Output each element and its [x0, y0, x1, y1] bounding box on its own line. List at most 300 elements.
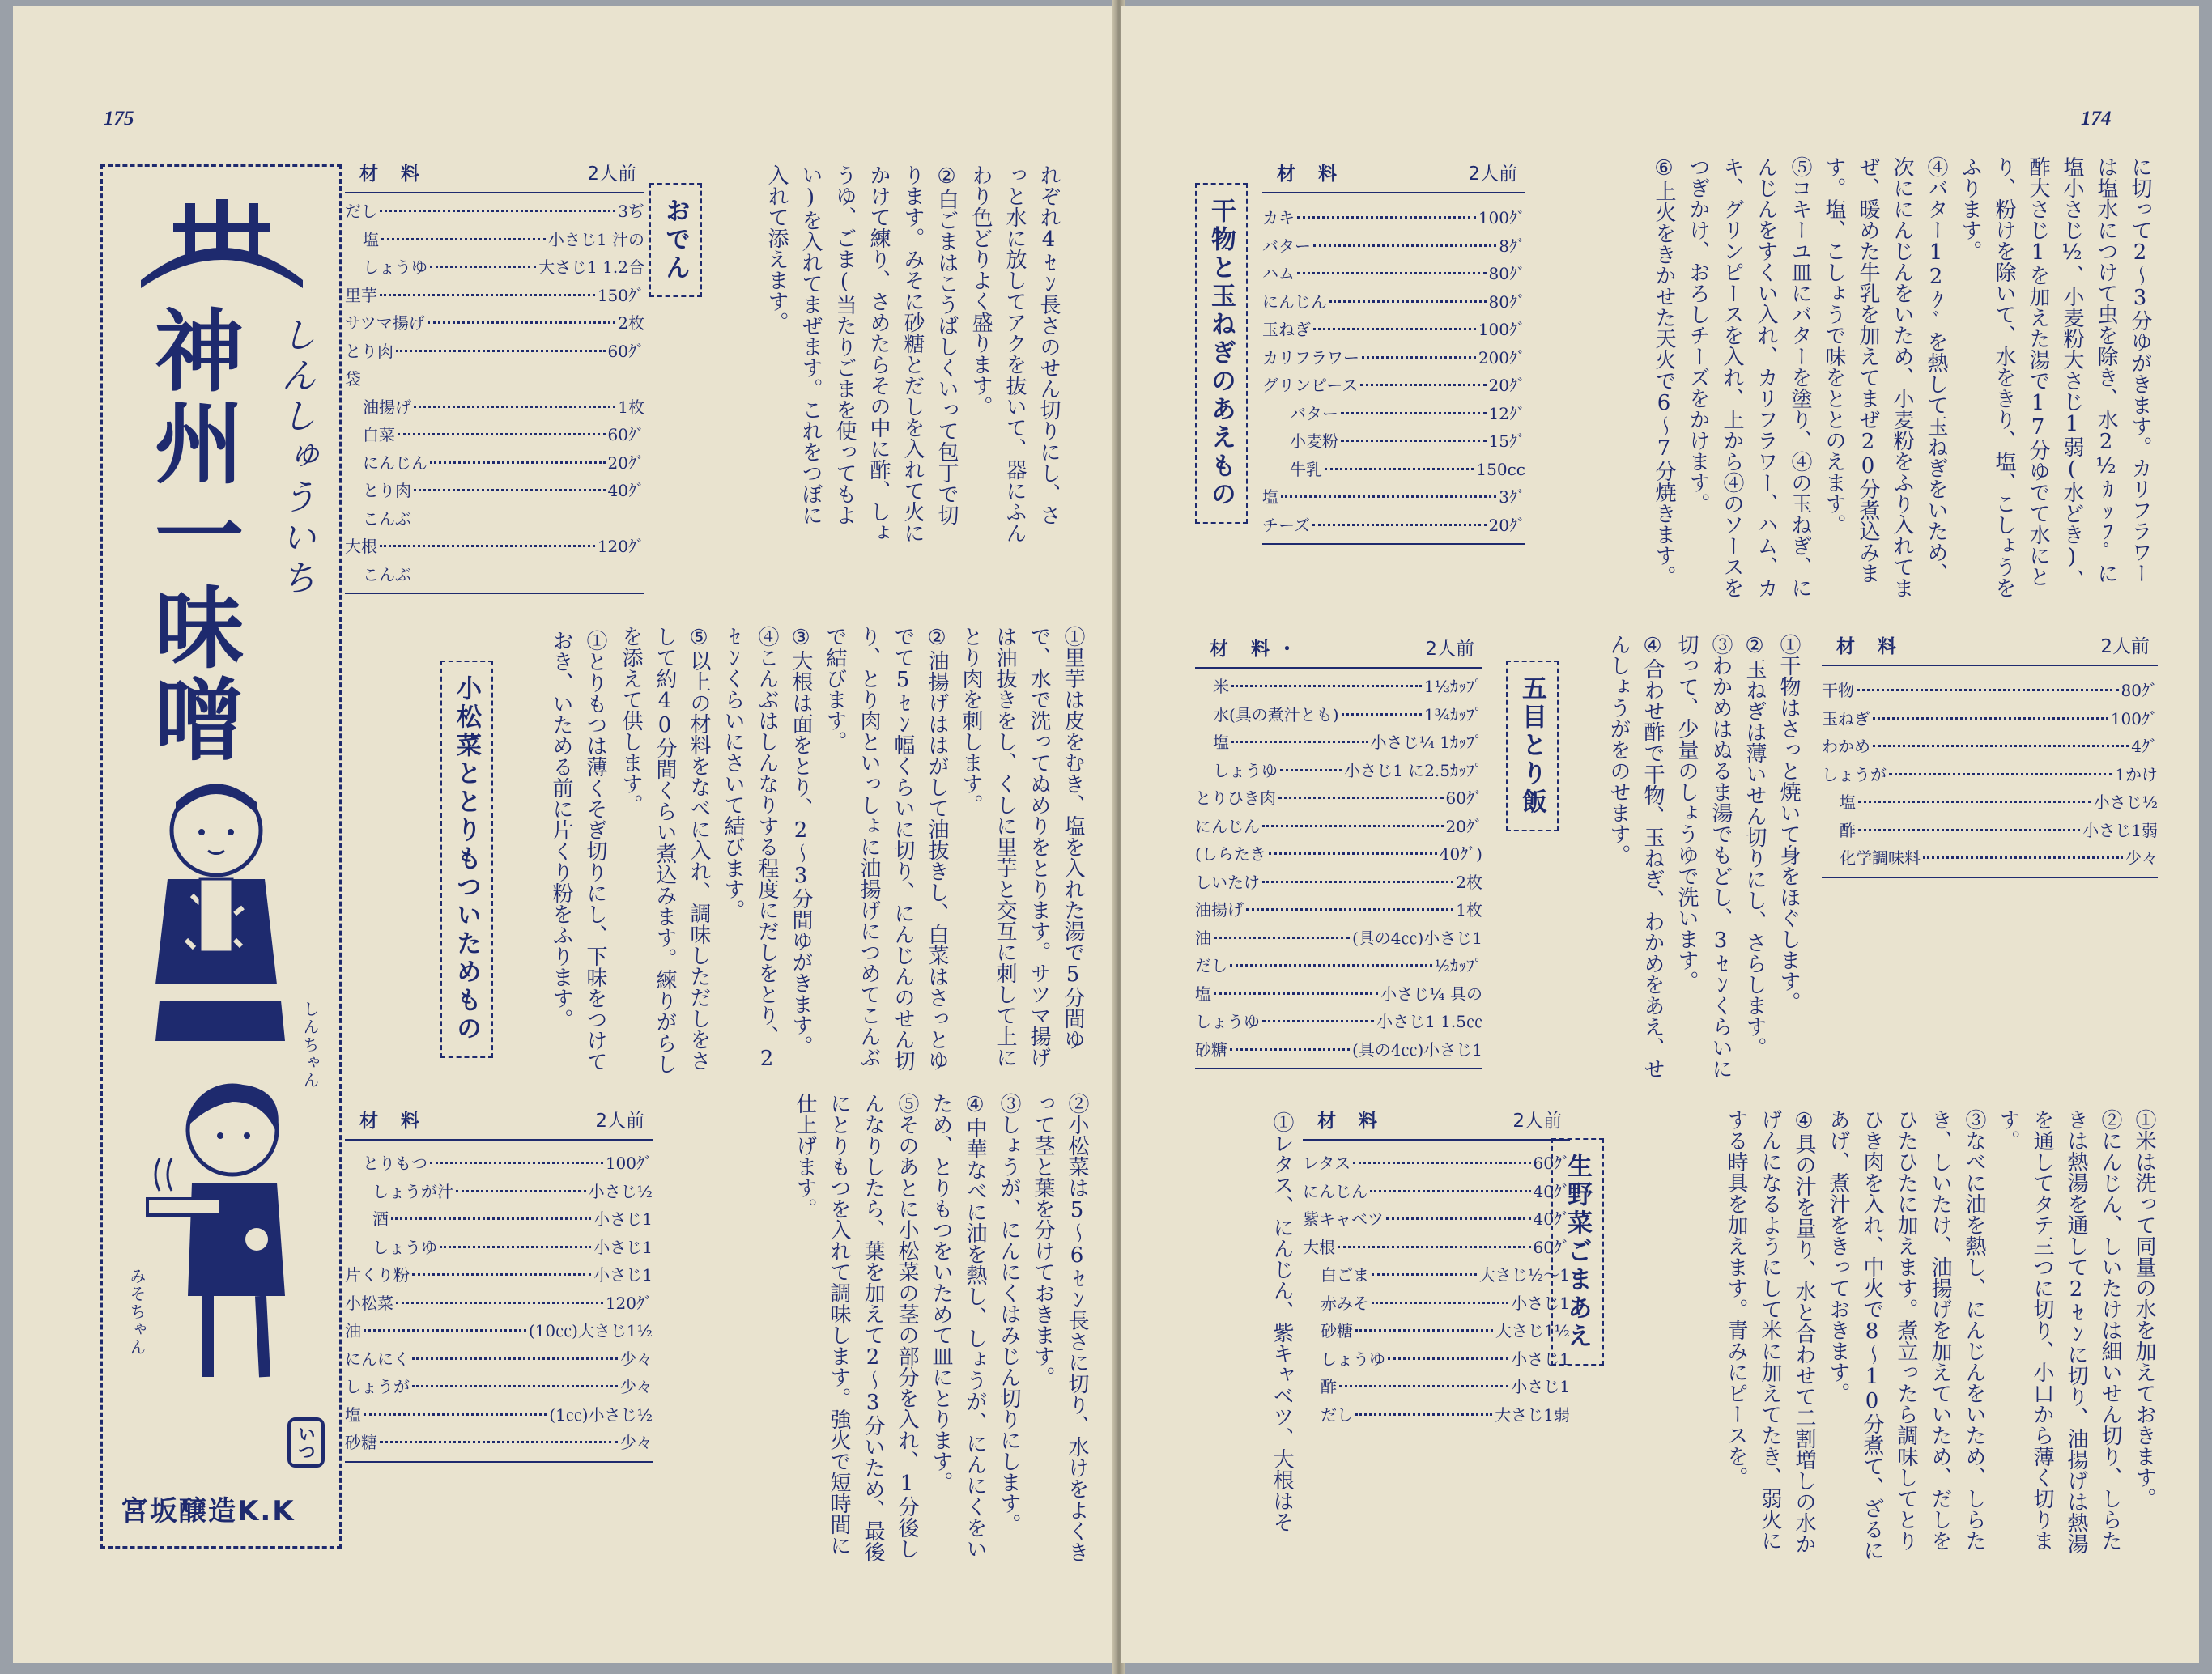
ingredient-name: しいたけ [1195, 872, 1260, 892]
ingredient-name: 袋 [345, 369, 361, 389]
brand-reading: しんしゅういち [274, 317, 316, 600]
ingredient-name: レタス [1303, 1154, 1351, 1173]
ingredient-amount: 80ｸﾞ [1488, 264, 1525, 283]
ingredient-name: ハム [1262, 264, 1295, 283]
dot-leader [1873, 717, 2108, 720]
ingredient-row [1303, 1262, 1570, 1290]
seal-stamp: いつ [287, 1417, 325, 1468]
dot-leader [430, 266, 536, 268]
miso-advertisement [100, 164, 342, 1549]
ingredient-row [1822, 762, 2158, 790]
ingredient-name: 里芋 [345, 285, 377, 305]
ingredient-amount: 80ｸﾞ [2121, 681, 2158, 700]
ingredient-row [1262, 512, 1525, 541]
ingredient-row [1822, 789, 2158, 818]
dot-leader [430, 1162, 603, 1164]
ingredient-name: バター [1290, 403, 1338, 423]
ingredient-header: 材 料・ 2人前 [1195, 634, 1482, 669]
mascot-caption-misochan: みそちゃん [127, 1268, 147, 1357]
ingredient-amount: 小さじ1 1.5㏄ [1376, 1012, 1482, 1031]
ingredient-amount: 3ｸﾞ [1499, 487, 1525, 507]
dot-leader [1297, 272, 1487, 274]
ingredient-name: 大根 [345, 537, 377, 556]
gomoku-title: 五目とり飯 [1506, 661, 1559, 831]
ingredient-amount: 200ｸﾞ [1478, 347, 1525, 368]
ingredient-row [1195, 1009, 1482, 1037]
dot-leader [1341, 412, 1487, 414]
ingredient-name: 砂糖 [1321, 1321, 1353, 1340]
dot-leader [391, 1217, 591, 1220]
ingredient-name: 玉ねぎ [1262, 320, 1311, 339]
ingredient-row [1195, 841, 1482, 869]
ingredient-name: 小麦粉 [1290, 431, 1338, 451]
ingredient-name: グリンピース [1262, 376, 1359, 395]
page-175 [13, 6, 1116, 1663]
ingredient-amount: 小さじ1 [593, 1237, 653, 1257]
dot-leader [380, 210, 615, 212]
ingredient-name: しょうゆ [1321, 1349, 1385, 1369]
ingredient-amount: 20ｸﾞ [1488, 376, 1525, 395]
ingredient-row [345, 533, 644, 562]
ingredient-row [345, 1206, 653, 1234]
ingredient-amount: 60ｸﾞ [1533, 1154, 1570, 1173]
ingredient-row [1262, 484, 1525, 512]
ingredient-row [1195, 925, 1482, 954]
ingredient-name: わかめ [1822, 737, 1870, 756]
ingredient-amount: 小さじ1弱 [2082, 820, 2158, 840]
ingredient-row [1262, 345, 1525, 373]
ingredient-row [1262, 205, 1525, 233]
dot-leader [1325, 468, 1474, 470]
ingredient-name: 酒 [372, 1209, 389, 1229]
ingredient-name: 油揚げ [1195, 900, 1244, 920]
ingredient-name: 片くり粉 [345, 1265, 410, 1285]
ingredient-amount: (1㏄)小さじ½ [549, 1404, 653, 1425]
ingredient-amount: 80ｸﾞ [1488, 291, 1525, 312]
ingredient-name: 酢 [1321, 1377, 1337, 1396]
dot-leader [428, 321, 615, 324]
ingredient-amount: 100ｸﾞ [2110, 708, 2158, 729]
ingredient-header: 材 料 2人前 [345, 1106, 653, 1141]
dot-leader [1341, 440, 1487, 442]
dot-leader [1329, 300, 1487, 303]
ingredient-amount: 20ｸﾞ [1445, 816, 1482, 836]
ingredient-name: 塩 [1195, 984, 1211, 1004]
ingredient-name: 大根 [1303, 1237, 1335, 1257]
company-name: 宮坂醸造K.K [121, 1495, 296, 1527]
dot-leader [1857, 689, 2119, 691]
ingredient-amount: 1かけ [2115, 764, 2158, 784]
ingredient-name: 塩 [345, 1404, 361, 1425]
ingredient-row [1195, 673, 1482, 702]
dot-leader [1370, 1190, 1531, 1192]
ingredient-row [1822, 818, 2158, 846]
ingredient-header: 材 料 2人前 [1822, 631, 2158, 666]
ingredient-amount: 20ｸﾞ [607, 452, 644, 473]
dot-leader [1873, 745, 2129, 747]
ingredient-name: しょうゆ [372, 1237, 437, 1257]
page-174 [1121, 6, 2199, 1663]
ingredient-name: しょうゆ [1213, 760, 1278, 780]
ingredient-amount: 1枚 [618, 397, 644, 417]
ingredient-row [1262, 261, 1525, 289]
svg-text:仙: 仙 [222, 247, 224, 249]
ingredient-row [345, 1430, 653, 1458]
ingredient-name: しょうゆ [363, 257, 428, 277]
oden-title: おでん [649, 183, 702, 297]
ingredient-row [345, 1150, 653, 1179]
dot-leader [1355, 1413, 1492, 1416]
ingredient-amount: 60ｸﾞ [1533, 1237, 1570, 1257]
ingredient-row [1303, 1150, 1570, 1179]
ingredient-name: 塩 [1213, 733, 1229, 752]
dot-leader [1281, 495, 1496, 498]
ingredient-amount: 大さじ1½ [1495, 1321, 1570, 1340]
gratin-ingredient-table [1262, 159, 1525, 545]
dot-leader [1355, 1329, 1493, 1332]
ingredient-row [1262, 401, 1525, 429]
ingredient-row [1822, 845, 2158, 873]
ingredient-name: 塩 [1262, 487, 1278, 507]
ingredient-row [1303, 1234, 1570, 1263]
ingredient-name: こんぶ [363, 564, 411, 584]
dot-leader [1230, 1048, 1350, 1051]
komatsuna-step-1: ①とりもつは薄くそぎ切りにし、下味をつけておき、いためる前に片くり粉をふります。 [549, 630, 607, 1072]
ingredient-row [1303, 1402, 1570, 1430]
dot-leader [364, 1413, 547, 1416]
dot-leader [1858, 801, 2091, 803]
ingredient-row [345, 198, 644, 227]
dot-leader [1312, 524, 1487, 526]
ingredient-row [1262, 428, 1525, 457]
ingredient-name: にんじん [1303, 1181, 1368, 1201]
dot-leader [1230, 964, 1432, 967]
ingredient-name: だし [1321, 1404, 1353, 1425]
ingredient-amount: 100ｸﾞ [1478, 320, 1525, 339]
ingredient-name: こんぶ [363, 508, 411, 529]
ingredient-row [1262, 457, 1525, 485]
ingredient-row [345, 283, 644, 311]
ingredient-name: バター [1262, 236, 1311, 256]
ingredient-amount: 12ｸﾞ [1488, 403, 1525, 423]
dot-leader [1339, 1385, 1508, 1387]
ingredient-name: 干物 [1822, 681, 1854, 700]
ingredient-amount: 小さじ¼ 1ｶｯﾌﾟ [1370, 733, 1482, 752]
ingredient-name: にんじん [1195, 816, 1260, 836]
oden-instructions-top: れぞれ4ｾﾝ長さのせん切りにし、さっと水に放してアクを抜いて、器にふんわり色どりよく盛ります。 ②白ごまはこうばしくいって包丁で切ります。みそに砂糖とだしを入れて火にかけて練り、さめたらその中に酢、しょうゆ、ごま(当たりごまを使ってもよい)を入れてまぜます。これをつぼに入れて添えます。 [764, 164, 1061, 543]
ingredient-name: 米 [1213, 677, 1229, 696]
dot-leader [1262, 825, 1444, 827]
mascot-caption-shinchan: しんちゃん [300, 1001, 320, 1090]
ingredient-name: カリフラワー [1262, 347, 1359, 368]
ingredient-amount: 100ｸﾞ [1478, 208, 1525, 227]
dot-leader [412, 1273, 591, 1276]
komatsuna-title: 小松菜ととりもついためもの [440, 661, 493, 1058]
ingredient-amount: 150cc [1476, 459, 1525, 479]
ingredient-amount: 少々 [620, 1349, 653, 1369]
ingredient-name: にんじん [363, 452, 428, 473]
dot-leader [1278, 797, 1444, 799]
dot-leader [1297, 216, 1476, 219]
ingredient-header: 材 料 2人前 [1303, 1106, 1570, 1141]
ingredient-name: 紫キャベツ [1303, 1209, 1384, 1229]
ingredient-name: サツマ揚げ [345, 313, 425, 333]
ingredient-row [1303, 1206, 1570, 1234]
ingredient-row [1822, 706, 2158, 734]
ingredient-amount: 小さじ1 [593, 1265, 653, 1285]
ingredient-amount: 1¾ｶｯﾌﾟ [1423, 704, 1482, 724]
ingredient-row [345, 450, 644, 478]
ingredient-name: カキ [1262, 208, 1295, 227]
company-logo-icon [137, 199, 307, 296]
ingredient-row [1195, 702, 1482, 730]
oden-ingredient-table [345, 159, 644, 594]
gomoku-steps: ①米は洗って同量の水を加えておきます。 ②にんじん、しいたけは細いせん切り、しらたきは熱湯を通して2ｾﾝに切り、油揚げは熱湯を通してタテ三つに切り、小口から薄く切ります。 ③なべに油を熱し、にんじんをいため、しらたき、しいたけ、油揚げを加えていため、だしをひたひたに加えます。煮立ったら調味してとりひき肉を入れ、中火で8～10分煮て、ざるにあげ、煮汁をきっておきます。 ④具の汁を量り、水と合わせて二割増しの水かげんになるようにして米に加えてたき、弱火にする時具を加えます。青みにピースを。 [1724, 1109, 2156, 1561]
dot-leader [1313, 328, 1476, 330]
ingredient-row [1262, 233, 1525, 261]
ingredient-row [345, 1179, 653, 1207]
ingredient-row [1822, 678, 2158, 706]
dot-leader [430, 461, 606, 464]
ingredient-name: しょうが [345, 1377, 410, 1396]
dot-leader [412, 1357, 618, 1360]
dot-leader [1231, 685, 1422, 687]
ingredient-row [1195, 758, 1482, 786]
ingredient-name: 砂糖 [345, 1433, 377, 1452]
dot-leader [1372, 1302, 1508, 1304]
ingredient-row [1262, 289, 1525, 317]
ingredient-name: 玉ねぎ [1822, 708, 1870, 729]
ingredient-row [345, 1290, 653, 1319]
himono-title: 干物と玉ねぎのあえもの [1195, 183, 1248, 524]
ingredient-name: 油揚げ [363, 397, 411, 417]
ingredient-amount: 小さじ1 汁の [547, 229, 644, 249]
dot-leader [440, 1246, 591, 1248]
boy-mascot-icon [143, 782, 297, 1049]
dot-leader [414, 489, 606, 491]
ingredient-amount: 40ｸﾞ [607, 481, 644, 500]
dot-leader [398, 433, 606, 435]
ingredient-amount: 少々 [620, 1377, 653, 1396]
dot-leader [1214, 937, 1350, 939]
ingredient-amount: 60ｸﾞ [1445, 788, 1482, 808]
ingredient-amount: 4ｸﾞ [2131, 737, 2158, 756]
ingredient-row [345, 366, 644, 394]
dot-leader [1386, 1217, 1531, 1220]
ingredient-name: 油 [1195, 928, 1211, 948]
dot-leader [1214, 992, 1378, 995]
ingredient-row [345, 1262, 653, 1290]
ingredient-amount: ½ｶｯﾌﾟ [1434, 956, 1482, 975]
dot-leader [414, 406, 615, 408]
ingredient-amount: 150ｸﾞ [597, 285, 644, 305]
ingredient-row [345, 562, 644, 590]
ingredient-row [1262, 372, 1525, 401]
dot-leader [1923, 856, 2123, 859]
ingredient-row [1303, 1318, 1570, 1346]
dot-leader [1280, 769, 1342, 771]
dot-leader [1362, 356, 1476, 359]
ingredient-row [1195, 785, 1482, 814]
ingredient-header: 材 料 2人前 [345, 159, 644, 193]
ingredient-amount: 15ｸﾞ [1488, 431, 1525, 451]
ingredient-row [1303, 1179, 1570, 1207]
ingredient-amount: 20ｸﾞ [1488, 515, 1525, 535]
dot-leader [1231, 741, 1368, 743]
ingredient-amount: (具の4㏄)小さじ1 [1351, 1039, 1482, 1060]
ingredient-amount: 小さじ½ [2093, 792, 2158, 812]
dot-leader [364, 1329, 526, 1332]
ingredient-amount: 1枚 [1456, 900, 1482, 920]
dot-leader [381, 238, 546, 240]
ingredient-row [345, 338, 644, 367]
ingredient-name: 赤みそ [1321, 1293, 1369, 1313]
gomoku-ingredient-table [1195, 634, 1482, 1069]
ingredient-amount: 小さじ1 [1511, 1377, 1570, 1396]
ingredient-name: 白ごま [1321, 1265, 1369, 1285]
ingredient-amount: 2枚 [618, 313, 644, 333]
gratin-instructions: に切って2～3分ゆがきます。カリフラワーは塩水につけて虫を除き、水2½ｶｯﾌﾟに塩小さじ½、小麦粉大さじ1弱(水どき)、酢大さじ1を加えた湯で17分ゆでて水にとり、粉けを除いて、水をきり、塩、こしょうをふります。 ④バター12ｸﾞを熱して玉ねぎをいため、次ににんじんをいため、小麦粉をふり入れてまぜ、暖めた牛乳を加えてまぜ20分煮込みます。塩、こしょうで味をととのえます。 ⑤コキーユ皿にバターを塗り、④の玉ねぎ、にんじんをすくい入れ、カリフラワー、ハム、カキ、グリンピースを入れ、上から④のソースをつぎかけ、おろしチーズをかけます。 ⑥上火をきかせた天火で6～7分焼きます。 [1652, 156, 2152, 598]
ingredient-row [345, 227, 644, 255]
komatsuna-steps: ②小松菜は5～6ｾﾝ長さに切り、水けをよくきって茎と葉を分けておきます。 ③しょうが、にんにくはみじん切りにします。 ④中華なべに油を熱し、しょうが、にんにくをいため、とりもつをいためて皿にとります。 ⑤そのあとに小松菜の茎の部分を入れ、1分後しんなりしたら、葉を加えて2～3分いため、最後にとりもつを入れて調味します。強火で短時間に仕上げます。 [793, 1093, 1089, 1562]
page-number: 174 [2081, 108, 2112, 130]
ingredient-name: にんじん [1262, 291, 1327, 312]
ingredient-name: 小松菜 [345, 1293, 393, 1313]
dot-leader [1360, 384, 1486, 386]
dot-leader [412, 1385, 618, 1387]
ingredient-name: 酢 [1840, 820, 1856, 840]
ingredient-row [345, 1318, 653, 1346]
ingredient-amount: 120ｸﾞ [605, 1293, 653, 1313]
ingredient-name: (しらたき [1195, 844, 1266, 864]
ingredient-name: にんにく [345, 1349, 410, 1369]
ingredient-amount: 2枚 [1456, 872, 1482, 892]
ingredient-name: 砂糖 [1195, 1039, 1227, 1060]
ingredient-name: 塩 [1840, 792, 1856, 812]
ingredient-amount: 大さじ1弱 [1495, 1404, 1570, 1425]
ingredient-amount: 少々 [620, 1433, 653, 1452]
ingredient-row [345, 394, 644, 423]
dot-leader [1388, 1357, 1508, 1360]
ingredient-name: しょうが汁 [372, 1181, 453, 1201]
ingredient-row [1303, 1374, 1570, 1402]
ingredient-name: とりひき肉 [1195, 788, 1276, 808]
namayasai-title: 生野菜ごまあえ [1551, 1138, 1604, 1366]
dot-leader [1313, 244, 1496, 247]
ingredient-name: 白菜 [363, 425, 395, 444]
ingredient-name: 化学調味料 [1840, 848, 1921, 868]
ingredient-amount: 大さじ1 1.2合 [538, 257, 644, 277]
ingredient-row [1303, 1346, 1570, 1374]
dot-leader [396, 350, 606, 352]
ingredient-name: しょうが [1822, 764, 1887, 784]
dot-leader [380, 545, 595, 547]
ingredient-name: 塩 [363, 229, 379, 249]
dot-leader [380, 1441, 618, 1443]
ingredient-row [345, 506, 644, 534]
page-number: 175 [104, 108, 134, 130]
ingredient-row [1195, 814, 1482, 842]
oden-instructions-main: ①里芋は皮をむき、塩を入れた湯で5分間ゆで、水で洗ってぬめりをとります。サツマ揚げは油抜きをし、くしに里芋と交互に刺して上にとり肉を刺します。 ②油揚げははがして油抜きし、白菜はさっとゆでて5ｾﾝ幅くらいに切り、にんじんのせん切り、とり肉といっしょに油揚げにつめてこんぶで結びます。 ③大根は面をとり、2～3分間ゆがきます。 ④こんぶはしんなりする程度にだしをとり、2ｾﾝくらいにさいて結びます。 ⑤以上の材料をなべに入れ、調味しただしをさして約40分間くらい煮込みます。練りがらしを添えて供します。 [619, 626, 1085, 1074]
ingredient-amount: 小さじ½ [588, 1181, 653, 1201]
dot-leader [456, 1190, 586, 1192]
ingredient-amount: 少々 [2125, 848, 2158, 868]
ingredient-row [345, 1374, 653, 1402]
ingredient-amount: 40ｸﾞ [1533, 1181, 1570, 1201]
ingredient-amount: 40ｸﾞ [1533, 1209, 1570, 1229]
ingredient-amount: 60ｸﾞ [607, 425, 644, 444]
namayasai-ingredient-table [1303, 1106, 1570, 1430]
ingredient-name: とり肉 [345, 341, 393, 361]
ingredient-amount: 大さじ½～1 [1478, 1265, 1570, 1285]
ingredient-row [345, 478, 644, 506]
ingredient-row [345, 1402, 653, 1430]
ingredient-amount: 小さじ1 [593, 1209, 653, 1229]
brand-name: 神州一味噌 [140, 304, 244, 766]
ingredient-name: だし [1195, 956, 1227, 975]
namayasai-steps: ①レタス、にんじん、紫キャベツ、大根はそ [1270, 1111, 1294, 1532]
ingredient-row [1262, 317, 1525, 345]
ingredient-amount: 3ぢ [618, 202, 644, 221]
ingredient-row [1195, 981, 1482, 1009]
ingredient-name: 牛乳 [1290, 459, 1322, 479]
dot-leader [1858, 829, 2080, 831]
komatsuna-ingredient-table [345, 1106, 653, 1463]
dot-leader [1262, 1020, 1374, 1022]
ingredient-row [345, 310, 644, 338]
ingredient-row [1195, 953, 1482, 981]
ingredient-row [1195, 897, 1482, 925]
himono-ingredient-table [1822, 631, 2158, 878]
ingredient-amount: 小さじ1 に2.5ｶｯﾌﾟ [1344, 760, 1482, 780]
ingredient-row [1303, 1290, 1570, 1319]
ingredient-amount: 120ｸﾞ [597, 537, 644, 556]
dot-leader [1338, 1246, 1531, 1248]
dot-leader [1269, 852, 1437, 855]
ingredient-amount: 小さじ¼ 具の [1380, 984, 1482, 1004]
ingredient-row [345, 422, 644, 450]
ingredient-amount: 40ｸﾞ) [1439, 844, 1482, 864]
ingredient-name: とりもつ [363, 1154, 428, 1173]
girl-mascot-icon [143, 1077, 305, 1401]
dot-leader [1246, 908, 1453, 911]
ingredient-amount: 8ｸﾞ [1499, 236, 1525, 256]
ingredient-row [1195, 1037, 1482, 1065]
dot-leader [396, 1302, 603, 1304]
ingredient-row [1195, 869, 1482, 898]
ingredient-row [345, 1234, 653, 1263]
dot-leader [1372, 1273, 1477, 1276]
ingredient-row [345, 1346, 653, 1374]
dot-leader [380, 294, 595, 296]
dot-leader [1353, 1162, 1530, 1164]
ingredient-amount: 100ｸﾞ [605, 1154, 653, 1173]
ingredient-row [345, 254, 644, 283]
ingredient-name: しょうゆ [1195, 1012, 1260, 1031]
himono-steps: ①干物はさっと焼いて身をほぐします。 ②玉ねぎは薄いせん切りにし、さらします。 ③わかめはぬるま湯でもどし、3ｾﾝくらいに切って、少量のしょうゆで洗います。 ④合わせ酢で干物、玉ねぎ、わかめをあえ、せんしょうがをのせます。 [1606, 634, 1801, 1079]
ingredient-name: 水(具の煮汁とも) [1213, 704, 1339, 724]
ingredient-amount: (具の4㏄)小さじ1 [1351, 928, 1482, 948]
ingredient-amount: 小さじ1 [1511, 1293, 1570, 1313]
ingredient-row [1195, 729, 1482, 758]
dot-leader [1889, 773, 2112, 775]
ingredient-header: 材 料 2人前 [1262, 159, 1525, 193]
dot-leader [1262, 881, 1453, 883]
ingredient-amount: 小さじ1 [1511, 1349, 1570, 1369]
ingredient-name: とり肉 [363, 481, 411, 500]
ingredient-name: 油 [345, 1321, 361, 1340]
ingredient-name: チーズ [1262, 515, 1310, 535]
